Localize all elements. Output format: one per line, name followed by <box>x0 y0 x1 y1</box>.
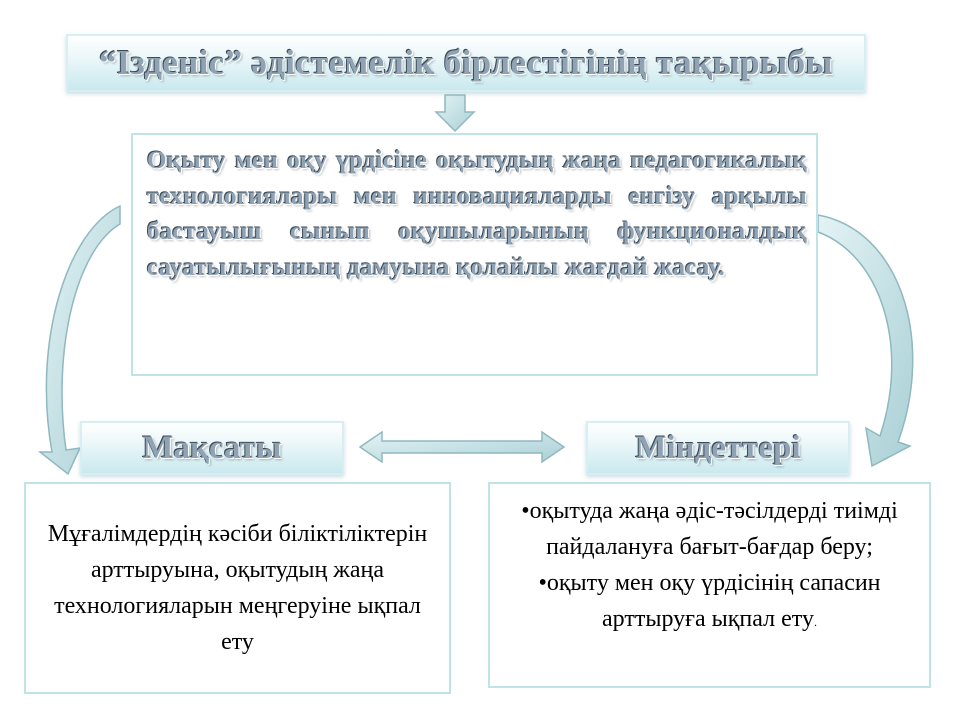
tasks-header <box>586 421 850 475</box>
goal-header-label: Мақсаты <box>142 429 282 466</box>
title-box <box>66 34 866 92</box>
topic-box <box>131 133 818 376</box>
goal-header <box>80 421 344 475</box>
double-arrow <box>360 432 564 462</box>
tasks-box <box>488 482 931 688</box>
topic-text: Оқыту мен оқу үрдісіне оқытудың жаңа педагогикалық технологиялары мен инновацияларды енгізу арқылы бастауыш сынып оқушыларының функционалдық сауатылығының дамуына қолайлы жағдай жасау. <box>147 147 807 281</box>
tasks-header-label: Міндеттері <box>635 429 801 466</box>
diagram-title: “Ізденіс” әдістемелік бірлестігінің тақырыбы <box>98 43 834 82</box>
down-arrow <box>436 95 474 131</box>
task-item-2 <box>490 565 929 640</box>
task-item-2-end: . <box>813 615 817 629</box>
task-item-1: •оқытуда жаңа әдіс-тәсілдерді тиімді пайдалануға бағыт-бағдар беру; <box>521 498 898 560</box>
task-item-2-text: •оқыту мен оқу үрдісінің сапасин арттыруға ықпал ету <box>538 570 881 632</box>
goal-box <box>24 482 451 694</box>
goal-text: Мұғалімдердің кәсіби біліктіліктерін арттыруына, оқытудың жаңа технологияларын меңгеруіне ықпал ету <box>47 521 428 655</box>
